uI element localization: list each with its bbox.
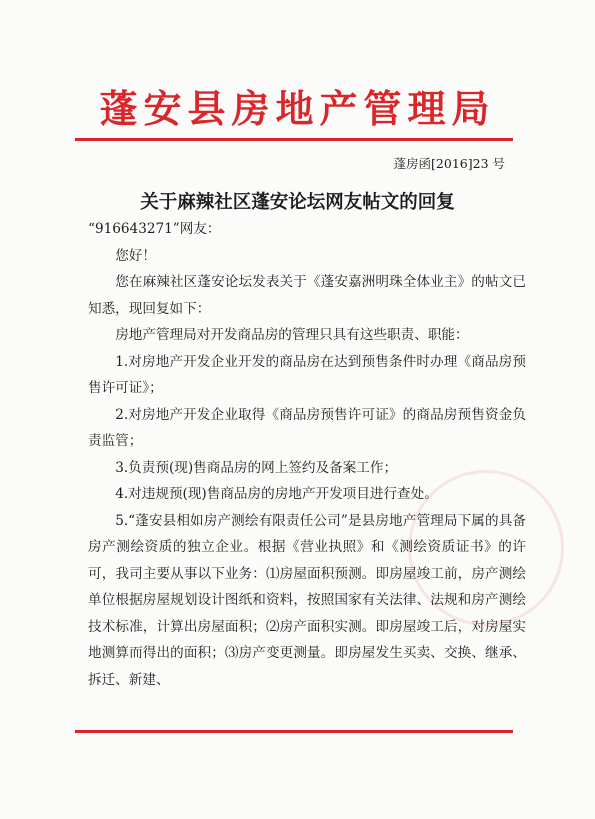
paragraph-item-2: 2.对房地产开发企业取得《商品房预售许可证》的商品房预售资金负责监管； bbox=[88, 406, 526, 449]
paragraph-item-3: 3.负责预(现)售商品房的网上签约及备案工作； bbox=[115, 459, 398, 476]
salutation: “916643271”网友： bbox=[88, 221, 221, 237]
paragraph-item-4: 4.对违规预(现)售商品房的房地产开发项目进行查处。 bbox=[115, 486, 438, 502]
document-number: 蓬房函[2016]23 号 bbox=[393, 156, 505, 171]
paragraph-item-1: 1.对房地产开发企业开发的商品房在达到预售条件时办理《商品房预售许可证》； bbox=[88, 353, 526, 396]
footer-red-rule bbox=[75, 730, 513, 733]
organization-header: 蓬安县房地产管理局 bbox=[99, 87, 496, 131]
paragraph-item-5: 5.“蓬安县相如房产测绘有限责任公司”是县房地产管理局下属的具备房产测绘资质的独立企业。根据《营业执照》和《测绘资质证书》的许可，我司主要从事以下业务：⑴房屋面积预测。即房屋竣工前，房产测绘单位根据房屋规划设计图纸和资料，按照国家有关法律、法规和房产测绘技术标准，计算出房屋面积；⑵房产面积实测。即房屋竣工后，对房屋实地测算而得出的面积；⑶房产变更测量。即房屋发生买卖、交换、继承、拆迁、新建、 bbox=[88, 512, 526, 688]
greeting: 您好！ bbox=[115, 247, 156, 264]
header-red-rule bbox=[75, 138, 513, 141]
letter-title: 关于麻辣社区蓬安论坛网友帖文的回复 bbox=[140, 192, 455, 213]
letter-body bbox=[88, 216, 526, 693]
paragraph-duties: 房地产管理局对开发商品房的管理只具有这些职责、职能： bbox=[115, 327, 469, 343]
paragraph-intro: 您在麻辣社区蓬安论坛发表关于《蓬安嘉洲明珠全体业主》的帖文已知悉，现回复如下： bbox=[88, 274, 526, 317]
